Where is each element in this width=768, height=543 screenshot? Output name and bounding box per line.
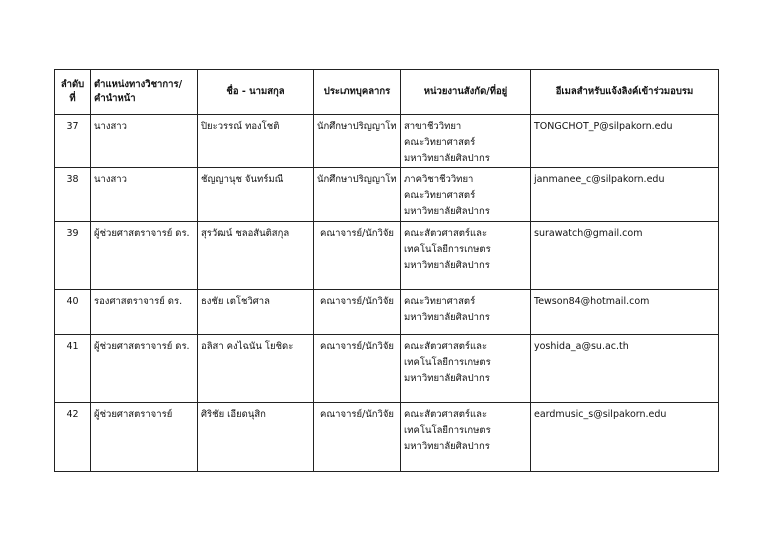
cell-name: ชัญญานุช จันทร์มณี	[198, 168, 314, 222]
table-row	[55, 168, 719, 222]
cell-title: ผู้ช่วยศาสตราจารย์	[91, 403, 198, 472]
affiliation-line: คณะวิทยาศาสตร์	[404, 296, 476, 307]
cell-no: 41	[55, 335, 91, 403]
table-row	[55, 403, 719, 472]
cell-type: คณาจารย์/นักวิจัย	[314, 335, 401, 403]
cell-no: 40	[55, 290, 91, 335]
cell-title: นางสาว	[91, 168, 198, 222]
cell-no: 38	[55, 168, 91, 222]
affiliation-line: คณะวิทยาศาสตร์	[404, 190, 476, 201]
affiliation-line: เทคโนโลยีการเกษตร	[404, 357, 491, 368]
cell-type: คณาจารย์/นักวิจัย	[314, 290, 401, 335]
cell-email: TONGCHOT_P@silpakorn.edu	[531, 115, 719, 168]
table-row	[55, 222, 719, 290]
affiliation-line: คณะสัตวศาสตร์และ	[404, 228, 488, 239]
header-no: ลำดับที่	[55, 70, 91, 115]
cell-name: ธงชัย เตโชวิศาล	[198, 290, 314, 335]
affiliation-line: คณะสัตวศาสตร์และ	[404, 341, 488, 352]
cell-title: ผู้ช่วยศาสตราจารย์ ดร.	[91, 222, 198, 290]
cell-affiliation	[401, 403, 531, 472]
affiliation-line: คณะสัตวศาสตร์และ	[404, 409, 488, 420]
header-type: ประเภทบุคลากร	[314, 70, 401, 115]
cell-email: yoshida_a@su.ac.th	[531, 335, 719, 403]
cell-no: 39	[55, 222, 91, 290]
affiliation-line: มหาวิทยาลัยศิลปากร	[404, 260, 490, 271]
cell-affiliation	[401, 335, 531, 403]
table-header-row	[55, 70, 719, 115]
table-row	[55, 335, 719, 403]
affiliation-line: มหาวิทยาลัยศิลปากร	[404, 153, 490, 164]
cell-email: surawatch@gmail.com	[531, 222, 719, 290]
cell-email: Tewson84@hotmail.com	[531, 290, 719, 335]
participant-table	[54, 69, 719, 472]
cell-affiliation	[401, 290, 531, 335]
affiliation-line: มหาวิทยาลัยศิลปากร	[404, 441, 490, 452]
affiliation-line: เทคโนโลยีการเกษตร	[404, 425, 491, 436]
cell-type: นักศึกษาปริญญาโท	[314, 115, 401, 168]
header-title: ตำแหน่งทางวิชาการ/คำนำหน้า	[91, 70, 198, 115]
header-email: อีเมลสำหรับแจ้งลิงค์เข้าร่วมอบรม	[531, 70, 719, 115]
affiliation-line: มหาวิทยาลัยศิลปากร	[404, 206, 490, 217]
cell-name: ศิริชัย เอียดนุสิก	[198, 403, 314, 472]
cell-no: 37	[55, 115, 91, 168]
cell-email: janmanee_c@silpakorn.edu	[531, 168, 719, 222]
affiliation-line: สาขาชีววิทยา	[404, 121, 462, 132]
affiliation-line: มหาวิทยาลัยศิลปากร	[404, 312, 490, 323]
affiliation-line: มหาวิทยาลัยศิลปากร	[404, 373, 490, 384]
cell-name: ปิยะวรรณ์ ทองโชติ	[198, 115, 314, 168]
cell-type: นักศึกษาปริญญาโท	[314, 168, 401, 222]
cell-name: อลิสา คงไฉนัน โยชิดะ	[198, 335, 314, 403]
cell-type: คณาจารย์/นักวิจัย	[314, 222, 401, 290]
cell-title: รองศาสตราจารย์ ดร.	[91, 290, 198, 335]
cell-affiliation	[401, 168, 531, 222]
header-affiliation: หน่วยงานสังกัด/ที่อยู่	[401, 70, 531, 115]
affiliation-line: คณะวิทยาศาสตร์	[404, 137, 476, 148]
affiliation-line: ภาควิชาชีววิทยา	[404, 174, 474, 185]
cell-no: 42	[55, 403, 91, 472]
table-row	[55, 115, 719, 168]
header-name: ชื่อ - นามสกุล	[198, 70, 314, 115]
cell-title: ผู้ช่วยศาสตราจารย์ ดร.	[91, 335, 198, 403]
cell-title: นางสาว	[91, 115, 198, 168]
cell-affiliation	[401, 222, 531, 290]
table-row	[55, 290, 719, 335]
cell-email: eardmusic_s@silpakorn.edu	[531, 403, 719, 472]
affiliation-line: เทคโนโลยีการเกษตร	[404, 244, 491, 255]
cell-affiliation	[401, 115, 531, 168]
cell-type: คณาจารย์/นักวิจัย	[314, 403, 401, 472]
cell-name: สุรวัฒน์ ชลอสันติสกุล	[198, 222, 314, 290]
